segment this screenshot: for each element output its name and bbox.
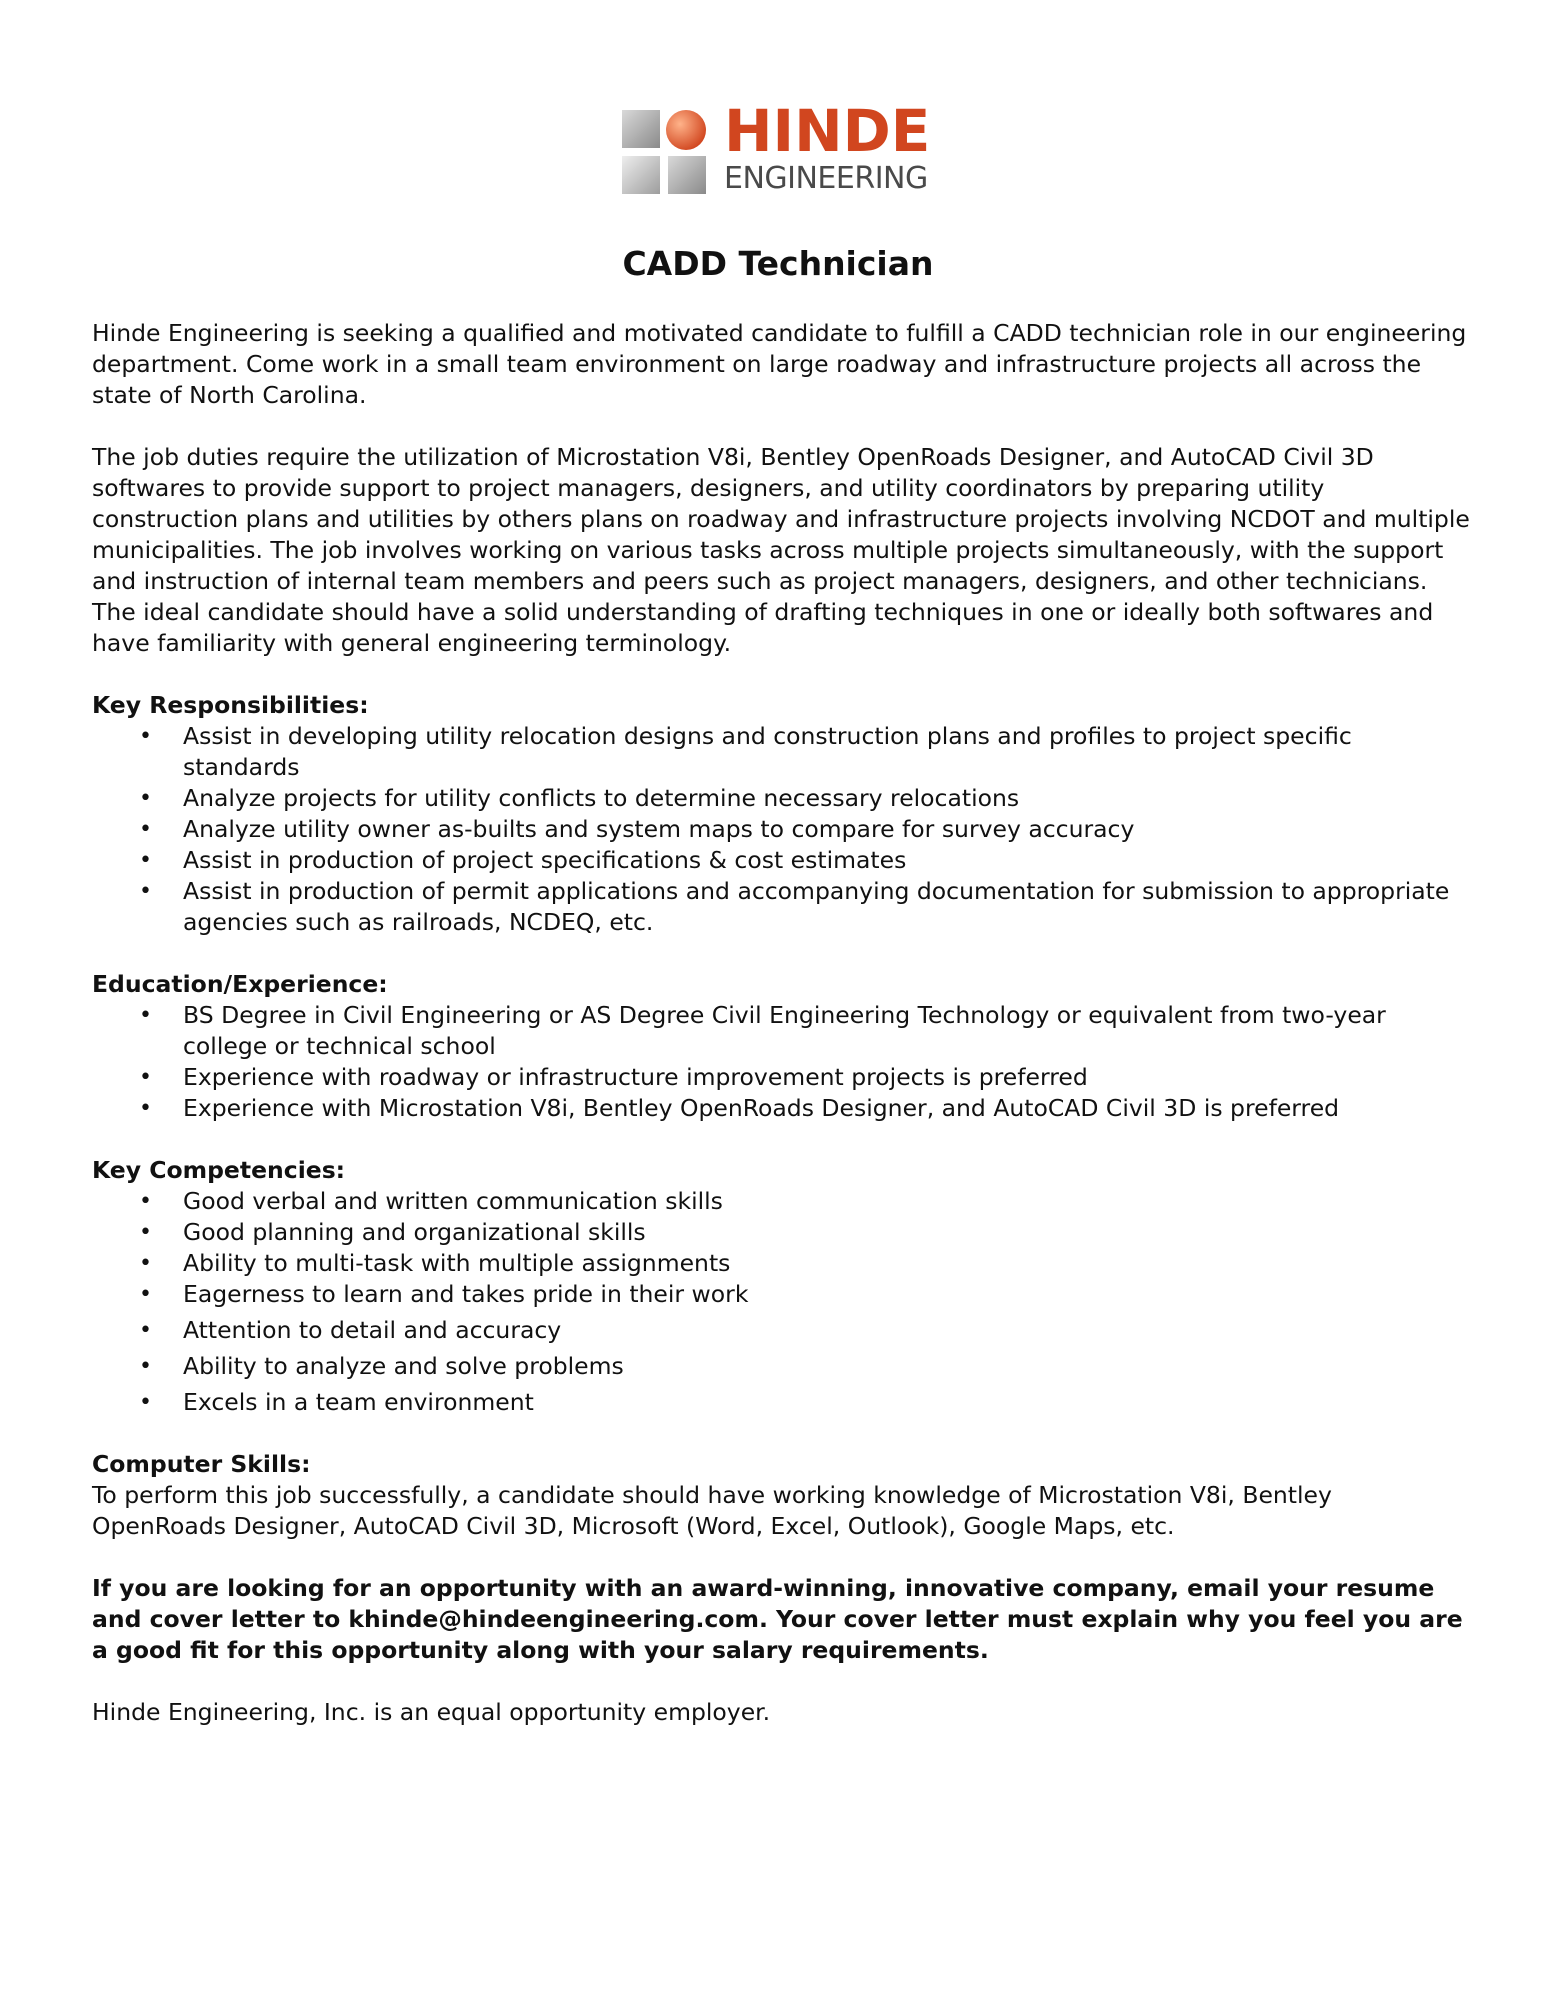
list-item: • Experience with Microstation V8i, Bentley OpenRoads Designer, and AutoCAD Civil 3D is preferred: [92, 1093, 1472, 1124]
list-item: • Assist in production of permit applications and accompanying documentation for submission to appropriate agencies such as railroads, NCDEQ, etc.: [92, 876, 1472, 938]
list-item: • Excels in a team environment: [92, 1387, 1472, 1418]
list-item: • BS Degree in Civil Engineering or AS Degree Civil Engineering Technology or equivalent from two-year college or technical school: [92, 1000, 1472, 1062]
list-item: • Analyze projects for utility conflicts to determine necessary relocations: [92, 783, 1472, 814]
list-item: • Good planning and organizational skills: [92, 1217, 1472, 1248]
responsibilities-list: [92, 721, 1472, 938]
logo-wordmark-sub: ENGINEERING: [724, 161, 928, 196]
list-item: • Eagerness to learn and takes pride in their work: [92, 1279, 1472, 1310]
logo-mark-icon: [620, 108, 708, 196]
list-item: • Assist in production of project specifications & cost estimates: [92, 845, 1472, 876]
page-title: CADD Technician: [622, 244, 934, 283]
eeo-statement: Hinde Engineering, Inc. is an equal opportunity employer.: [92, 1698, 771, 1726]
responsibilities-heading: Key Responsibilities:: [92, 691, 369, 719]
list-item: • Good verbal and written communication skills: [92, 1186, 1472, 1217]
logo-wordmark-main: HINDE: [724, 97, 931, 165]
company-logo: [600, 96, 960, 206]
list-item: • Ability to multi-task with multiple assignments: [92, 1248, 1472, 1279]
list-item: • Analyze utility owner as-builts and system maps to compare for survey accuracy: [92, 814, 1472, 845]
list-item: • Ability to analyze and solve problems: [92, 1351, 1472, 1382]
duties-paragraph: The job duties require the utilization of Microstation V8i, Bentley OpenRoads Designer, and AutoCAD Civil 3D softwares to provide support to project managers, designers, and utility coordinators by preparing utility construction plans and utilities by others plans on roadway and infrastructure projects involving NCDOT and multiple municipalities. The job involves working on various tasks across multiple projects simultaneously, with the support and instruction of internal team members and peers such as project managers, designers, and other technicians. The ideal candidate should have a solid understanding of drafting techniques in one or ideally both softwares and have familiarity with general engineering terminology.: [92, 443, 1470, 657]
education-list: [92, 1000, 1472, 1124]
computer-skills-heading: Computer Skills:: [92, 1450, 311, 1478]
list-item: • Attention to detail and accuracy: [92, 1315, 1472, 1346]
document-body: [92, 318, 1472, 1759]
competencies-list: [92, 1186, 1472, 1418]
education-heading: Education/Experience:: [92, 970, 388, 998]
intro-paragraph: Hinde Engineering is seeking a qualified and motivated candidate to fulfill a CADD technician role in our engineering department. Come work in a small team environment on large roadway and infrastructure projects all across the state of North Carolina.: [92, 319, 1467, 409]
application-instructions: If you are looking for an opportunity with an award-winning, innovative company, email your resume and cover letter to khinde@hindeengineering.com. Your cover letter must explain why you feel you are a good fit for this opportunity along with your salary requirements.: [92, 1574, 1463, 1664]
list-item: • Assist in developing utility relocation designs and construction plans and profiles to project specific standards: [92, 721, 1472, 783]
competencies-heading: Key Competencies:: [92, 1156, 346, 1184]
list-item: • Experience with roadway or infrastructure improvement projects is preferred: [92, 1062, 1472, 1093]
computer-skills-text: To perform this job successfully, a candidate should have working knowledge of Microstation V8i, Bentley OpenRoads Designer, AutoCAD Civil 3D, Microsoft (Word, Excel, Outlook), Google Maps, etc.: [92, 1481, 1332, 1540]
